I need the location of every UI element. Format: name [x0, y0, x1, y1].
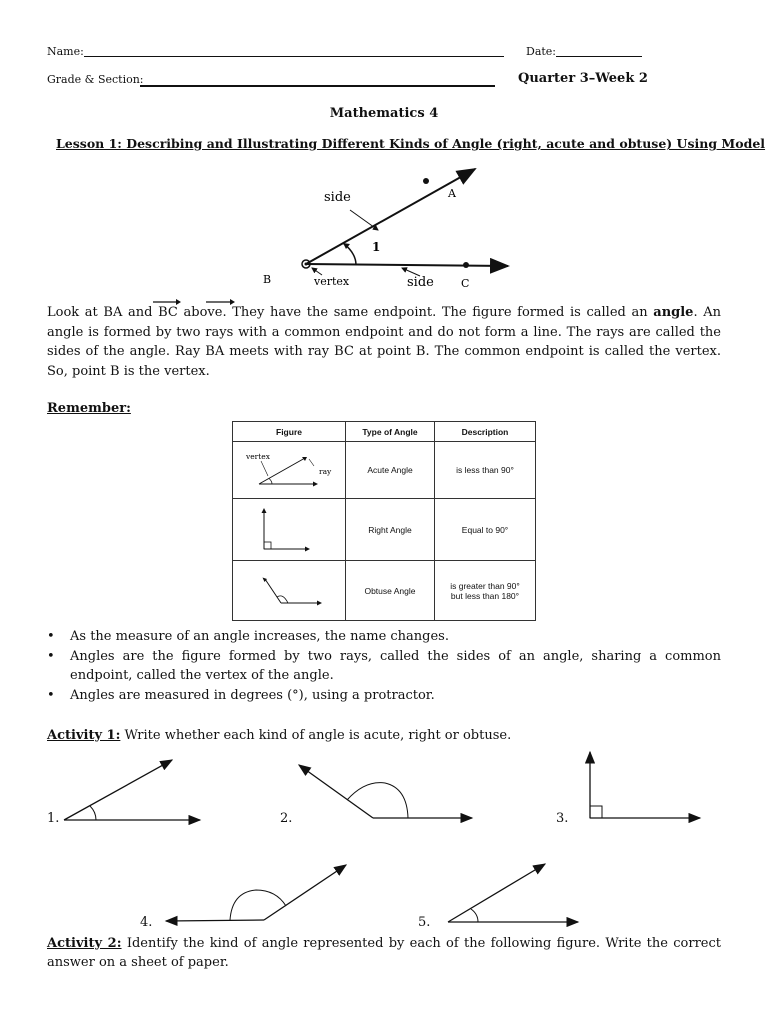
activity-2-instruction	[47, 934, 721, 972]
intro-paragraph	[47, 303, 721, 381]
point-c-label: C	[461, 277, 470, 290]
intro-text-1: Look at BA and BC above. They have the same endpoint. The figure formed is called an	[47, 305, 654, 320]
point-a-label: A	[448, 187, 456, 200]
activity-1-text: Write whether each kind of angle is acute, right or obtuse.	[120, 728, 512, 743]
activity-angle-5	[448, 864, 578, 922]
name-label: Name:	[47, 45, 84, 58]
acute-figure-cell	[233, 442, 346, 499]
table-row	[233, 442, 536, 499]
obtuse-description-line1: is greater than 90°	[450, 580, 520, 591]
obtuse-figure-cell	[233, 561, 346, 621]
list-item: • Angles are measured in degrees (°), using a protractor.	[47, 686, 721, 705]
obtuse-description-line2: but less than 180°	[450, 590, 520, 601]
quarter-week: Quarter 3–Week 2	[518, 71, 648, 86]
key-points-list	[47, 627, 721, 706]
subject-title: Mathematics 4	[329, 106, 439, 121]
side-label-top: side	[324, 190, 351, 205]
table-header-description: Description	[435, 422, 536, 442]
angle-types-table	[232, 421, 536, 621]
date-label: Date:	[526, 45, 557, 58]
intro-text-2: . An angle is formed by two rays with a common endpoint and do not form a line. The rays are called the sides of the angle. Ray BA meets with ray BC at point B. The common endpoint is called the vertex. So, point B is the vertex.	[47, 305, 721, 379]
ray-bc	[306, 264, 508, 266]
obtuse-type-cell: Obtuse Angle	[346, 561, 435, 621]
remember-heading: Remember:	[47, 401, 131, 416]
angle-number-label: 1	[372, 240, 381, 254]
ray-notation-arrows	[150, 297, 240, 307]
angle-diagram	[250, 165, 540, 295]
grade-section-label: Grade & Section:	[47, 73, 144, 86]
point-b-label: B	[263, 273, 272, 286]
ray-label-small: ray	[319, 467, 332, 476]
ray-ba	[306, 169, 475, 264]
right-type-cell: Right Angle	[346, 499, 435, 561]
date-field[interactable]	[556, 56, 642, 57]
side-label-bottom: side	[407, 275, 434, 290]
point-c-dot	[463, 262, 469, 268]
list-item: • As the measure of an angle increases, the name changes.	[47, 627, 721, 646]
activity-1-angle-figures	[0, 740, 768, 940]
vertex-label-small: vertex	[246, 452, 270, 461]
vertex-label: vertex	[314, 275, 350, 288]
intro-bold-angle: angle	[653, 305, 694, 320]
point-a-dot	[423, 178, 429, 184]
name-field[interactable]	[84, 56, 504, 57]
table-header-row	[233, 422, 536, 442]
activity-item-number: 5.	[418, 915, 431, 930]
activity-angle-4	[166, 865, 346, 921]
activity-2-text: Identify the kind of angle represented by each of the following figure. Write the correct answer on a sheet of paper.	[47, 936, 721, 970]
activity-1-label: Activity 1:	[47, 728, 121, 743]
activity-item-number: 2.	[280, 811, 293, 826]
lesson-title: Lesson 1: Describing and Illustrating Different Kinds of Angle (right, acute and obtuse) Using Model	[56, 136, 766, 151]
activity-2-label: Activity 2:	[47, 936, 122, 951]
table-header-figure: Figure	[233, 422, 346, 442]
right-figure-cell	[233, 499, 346, 561]
activity-item-number: 1.	[47, 811, 60, 826]
activity-item-number: 3.	[556, 811, 569, 826]
acute-angle-figure	[239, 444, 339, 494]
right-angle-figure	[239, 501, 339, 557]
obtuse-angle-figure	[239, 563, 339, 617]
right-description-cell: Equal to 90°	[435, 499, 536, 561]
table-header-type: Type of Angle	[346, 422, 435, 442]
activity-angle-3	[590, 752, 700, 818]
acute-description-cell: is less than 90°	[435, 442, 536, 499]
table-row	[233, 561, 536, 621]
table-row	[233, 499, 536, 561]
list-item: • Angles are the figure formed by two rays, called the sides of an angle, sharing a common endpoint, called the vertex of the angle.	[47, 647, 721, 685]
activity-item-number: 4.	[140, 915, 153, 930]
grade-section-field[interactable]	[140, 85, 495, 87]
activity-angle-1	[64, 760, 200, 820]
acute-type-cell: Acute Angle	[346, 442, 435, 499]
activity-angle-2	[299, 765, 472, 818]
obtuse-description-cell	[435, 561, 536, 621]
